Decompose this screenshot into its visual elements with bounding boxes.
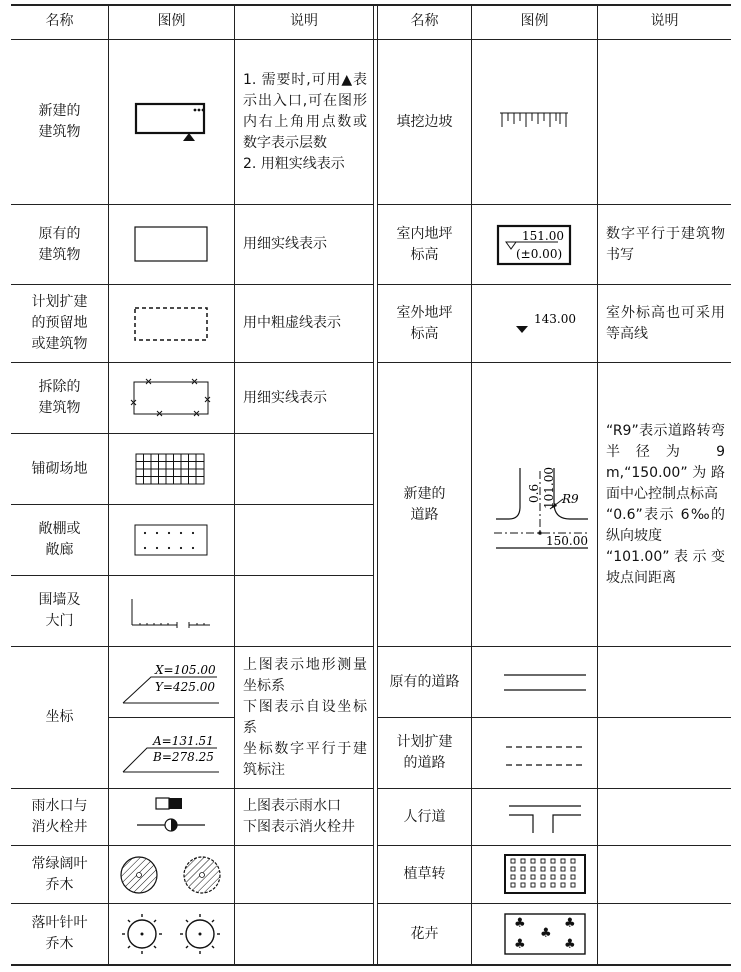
demolished-building-symbol (109, 363, 234, 433)
name-evergreen-tree: 常绿阔叶 乔木 (31, 855, 88, 893)
name-planned-road: 计划扩建 的道路 (396, 734, 453, 771)
svg-text:♣: ♣ (540, 926, 552, 941)
name-deciduous-conifer: 落叶针叶 乔木 (31, 915, 88, 952)
desc-shed (235, 505, 373, 575)
desc-new-building: 1. 需要时,可用▲表示出入口,可在图形内右上角用点数或数字表示层数 2. 用粗实线表示 (243, 71, 367, 172)
svg-text:♣: ♣ (564, 916, 576, 931)
name-outdoor-level: 室外地坪 标高 (396, 304, 453, 342)
header-desc: 说明 (290, 13, 318, 29)
name-shed: 敞棚或 敞廊 (38, 521, 81, 558)
svg-text:♣: ♣ (514, 937, 526, 952)
indoor-level-value: 151.00 (522, 229, 564, 243)
wall-gate-symbol (109, 576, 234, 646)
coord-a-label: A=131.51 (153, 734, 214, 748)
paved-area-symbol (109, 434, 234, 504)
desc-deciduous-conifer (235, 904, 373, 964)
evergreen-tree-symbol (109, 846, 234, 903)
header-desc: 说明 (650, 13, 679, 29)
name-cut-fill-slope: 填挖边坡 (396, 113, 453, 130)
border-bottom (11, 964, 731, 966)
existing-building-symbol (109, 205, 234, 284)
legend-table (11, 4, 731, 966)
name-existing-building: 原有的 建筑物 (38, 225, 81, 263)
name-flowers: 花卉 (410, 925, 439, 942)
desc-paved-area (235, 434, 373, 504)
outdoor-level-value: 143.00 (534, 312, 576, 326)
road-distance-label: 101.00 (542, 467, 556, 509)
name-wall-gate: 围墙及 大门 (38, 592, 81, 629)
desc-rain-inlet-hydrant: 上图表示雨水口 下图表示消火栓井 (243, 798, 355, 835)
name-paved-area: 铺砌场地 (31, 460, 88, 477)
header-legend: 图例 (157, 13, 186, 29)
indoor-level-symbol (472, 205, 597, 284)
name-existing-road: 原有的道路 (389, 673, 460, 690)
desc-wall-gate (235, 576, 373, 646)
desc-new-road: “R9”表示道路转弯半径为 9 m,“150.00”为路面中心控制点标高 “0.6”表示 6‰的纵向坡度 “101.00”表示变坡点间距离 (606, 422, 725, 586)
planned-road-symbol (472, 718, 597, 788)
shed-symbol (109, 505, 234, 575)
header-legend: 图例 (520, 13, 549, 29)
coord-b-label: B=278.25 (153, 750, 214, 764)
new-road-symbol (472, 363, 597, 646)
name-new-road: 新建的 道路 (403, 485, 446, 523)
coordinate-survey-symbol (109, 647, 234, 717)
flowers-symbol (472, 904, 597, 964)
name-rain-inlet-hydrant: 雨水口与 消火栓井 (31, 798, 88, 835)
indoor-level-zero: (±0.00) (516, 247, 563, 261)
outdoor-level-symbol (472, 285, 597, 362)
header-name: 名称 (45, 13, 74, 29)
new-building-symbol (109, 40, 234, 204)
deciduous-conifer-symbol (109, 904, 234, 964)
header-name: 名称 (410, 13, 439, 29)
desc-outdoor-level: 室外标高也可采用等高线 (606, 304, 725, 342)
svg-text:♣: ♣ (514, 916, 526, 931)
coord-y-label: Y=425.00 (155, 680, 215, 694)
coordinate-local-symbol (109, 718, 234, 788)
road-slope-label: 0.6 (527, 483, 541, 503)
name-coordinates: 坐标 (45, 709, 74, 725)
existing-road-symbol (472, 647, 597, 717)
name-grass-brick: 植草转 (403, 866, 446, 882)
sidewalk-symbol (472, 789, 597, 845)
reserved-site-symbol (109, 285, 234, 362)
desc-indoor-level: 数字平行于建筑物书写 (606, 225, 725, 263)
desc-coordinates: 上图表示地形测量坐标系 下图表示自设坐标系 坐标数字平行于建筑标注 (243, 656, 367, 778)
road-center-level-label: 150.00 (546, 534, 588, 548)
name-indoor-level: 室内地坪 标高 (396, 225, 453, 263)
name-sidewalk: 人行道 (403, 808, 446, 825)
name-reserved-site: 计划扩建 的预留地 或建筑物 (31, 294, 88, 352)
grass-brick-symbol (472, 846, 597, 903)
center-divider-a (373, 4, 374, 966)
cut-fill-slope-symbol (472, 40, 597, 204)
name-demolished-building: 拆除的 建筑物 (38, 379, 81, 416)
desc-evergreen-tree (235, 846, 373, 903)
svg-text:♣: ♣ (564, 937, 576, 952)
desc-reserved-site: 用中粗虚线表示 (243, 315, 341, 331)
desc-existing-building: 用细实线表示 (243, 236, 327, 252)
coord-x-label: X=105.00 (155, 663, 216, 677)
name-new-building: 新建的 建筑物 (38, 103, 81, 140)
rain-inlet-hydrant-symbol (109, 789, 234, 845)
desc-demolished-building: 用细实线表示 (243, 389, 327, 406)
road-radius-label: R9 (562, 492, 579, 506)
